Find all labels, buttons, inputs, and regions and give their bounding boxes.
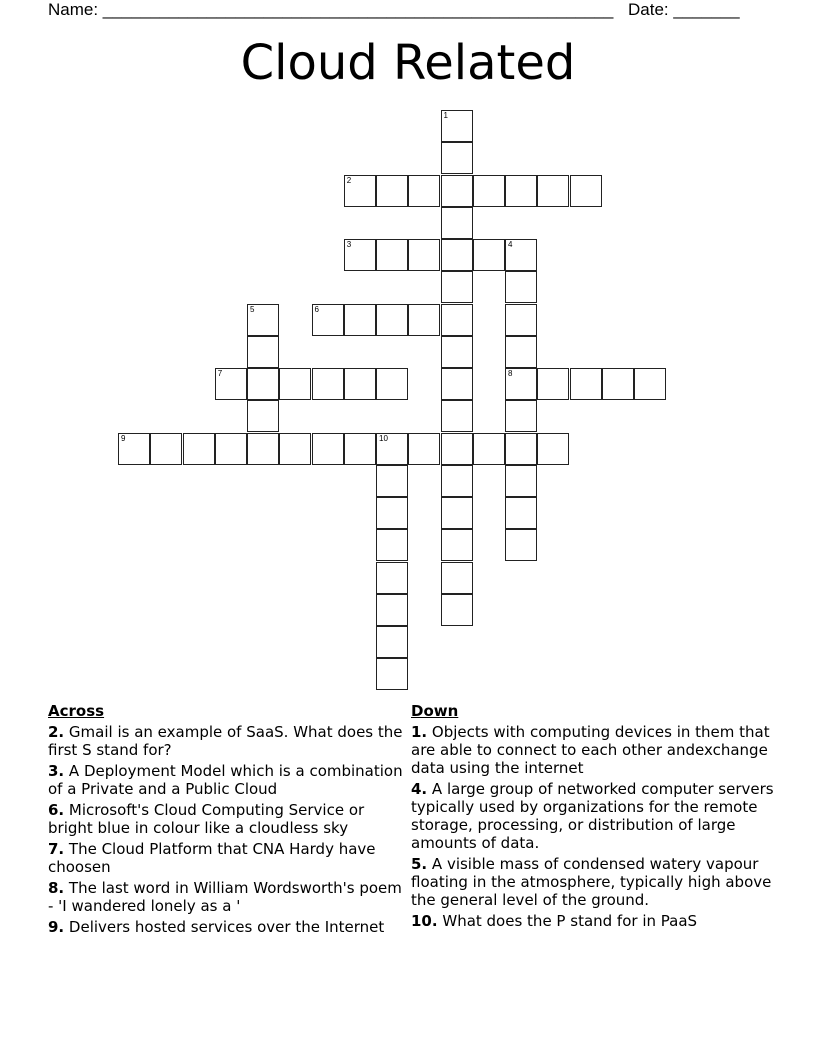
cell-number: 2: [346, 175, 352, 185]
grid-cell[interactable]: [376, 368, 408, 400]
grid-cell[interactable]: [505, 400, 537, 432]
grid-cell[interactable]: [505, 304, 537, 336]
grid-cell[interactable]: [344, 304, 376, 336]
clue-number: 1.: [411, 723, 428, 741]
grid-cell[interactable]: [505, 529, 537, 561]
grid-cell[interactable]: [473, 433, 505, 465]
grid-cell[interactable]: [441, 400, 473, 432]
grid-cell[interactable]: [247, 368, 279, 400]
grid-cell[interactable]: [570, 368, 602, 400]
grid-cell[interactable]: [183, 433, 215, 465]
grid-cell[interactable]: [505, 175, 537, 207]
grid-cell[interactable]: [376, 497, 408, 529]
clue-across-2: [48, 723, 403, 759]
grid-cell[interactable]: [150, 433, 182, 465]
grid-cell[interactable]: [118, 433, 150, 465]
grid-cell[interactable]: [441, 271, 473, 303]
clue-text: The Cloud Platform that CNA Hardy have choosen: [48, 840, 376, 876]
clue-down-1: [411, 723, 776, 777]
cell-number: 9: [121, 433, 126, 443]
grid-cell[interactable]: [505, 271, 537, 303]
grid-cell[interactable]: [279, 433, 311, 465]
clue-number: 3.: [48, 762, 65, 780]
clue-down-5: [411, 855, 776, 909]
cell-number: 5: [250, 304, 255, 314]
grid-cell[interactable]: [602, 368, 634, 400]
clue-number: 4.: [411, 780, 428, 798]
clue-across-9: [48, 918, 403, 936]
grid-cell[interactable]: [376, 175, 408, 207]
grid-cell[interactable]: [473, 239, 505, 271]
grid-cell[interactable]: [376, 239, 408, 271]
grid-cell[interactable]: [441, 562, 473, 594]
grid-cell[interactable]: [408, 304, 440, 336]
grid-cell[interactable]: [344, 368, 376, 400]
grid-cell[interactable]: [441, 142, 473, 174]
clue-text: Delivers hosted services over the Internet: [68, 918, 385, 936]
clue-number: 10.: [411, 912, 438, 930]
grid-cell[interactable]: [441, 175, 473, 207]
grid-cell[interactable]: [634, 368, 666, 400]
down-clues: [411, 702, 776, 933]
clue-text: A visible mass of condensed watery vapour floating in the atmosphere, typically high above the general level of the ground.: [411, 855, 772, 909]
clue-text: A large group of networked computer servers typically used by organizations for the remote storage, processing, or distribution of large amounts of data.: [411, 780, 774, 852]
grid-cell[interactable]: [376, 562, 408, 594]
down-heading: Down: [411, 702, 459, 720]
grid-cell[interactable]: [376, 465, 408, 497]
puzzle-title: Cloud Related: [240, 35, 576, 91]
across-heading: Across: [48, 702, 105, 720]
grid-cell[interactable]: [344, 433, 376, 465]
grid-cell[interactable]: [441, 465, 473, 497]
grid-cell[interactable]: [537, 175, 569, 207]
clue-text: The last word in William Wordsworth's poem - 'I wandered lonely as a ': [48, 879, 402, 915]
clue-across-3: [48, 762, 403, 798]
clue-down-10: [411, 912, 776, 930]
cell-number: 3: [346, 240, 352, 249]
clue-across-7: [48, 840, 403, 876]
grid-cell[interactable]: [473, 175, 505, 207]
grid-cell[interactable]: [408, 239, 440, 271]
grid-cell[interactable]: [441, 239, 473, 271]
grid-cell[interactable]: [247, 433, 279, 465]
grid-cell[interactable]: [505, 336, 537, 368]
grid-cell[interactable]: [344, 239, 376, 271]
grid-cell[interactable]: [215, 368, 247, 400]
across-clues: [48, 702, 403, 939]
clue-text: Gmail is an example of SaaS. What does the first S stand for?: [48, 723, 403, 759]
grid-cell[interactable]: [441, 594, 473, 626]
grid-cell[interactable]: [441, 497, 473, 529]
grid-cell[interactable]: [376, 626, 408, 658]
grid-cell[interactable]: [247, 336, 279, 368]
grid-cell[interactable]: [376, 658, 408, 690]
grid-cell[interactable]: [441, 368, 473, 400]
cell-number: 6: [314, 304, 319, 314]
grid-cell[interactable]: [312, 368, 344, 400]
grid-cell[interactable]: [441, 336, 473, 368]
clue-text: What does the P stand for in PaaS: [442, 912, 698, 930]
grid-cell[interactable]: [441, 207, 473, 239]
clue-down-4: [411, 780, 776, 852]
grid-cell[interactable]: [570, 175, 602, 207]
date-field-label: Date: _______: [628, 0, 740, 19]
grid-cell[interactable]: [376, 433, 408, 465]
cell-number: 4: [508, 240, 513, 249]
grid-cell[interactable]: [376, 594, 408, 626]
grid-cell[interactable]: [441, 304, 473, 336]
clue-number: 6.: [48, 801, 65, 819]
grid-cell[interactable]: [505, 497, 537, 529]
grid-cell[interactable]: [505, 465, 537, 497]
grid-cell[interactable]: [505, 368, 537, 400]
name-field-label: Name: ______________________________________________________: [48, 0, 614, 19]
grid-cell[interactable]: [312, 304, 344, 336]
clue-number: 9.: [48, 918, 65, 936]
grid-cell[interactable]: [505, 433, 537, 465]
grid-cell[interactable]: [247, 400, 279, 432]
grid-cell[interactable]: [408, 433, 440, 465]
grid-cell[interactable]: [441, 433, 473, 465]
grid-cell[interactable]: [505, 239, 537, 271]
grid-cell[interactable]: [247, 304, 279, 336]
clue-number: 2.: [48, 723, 65, 741]
grid-cell[interactable]: [376, 304, 408, 336]
grid-cell[interactable]: [344, 175, 376, 207]
grid-cell[interactable]: [215, 433, 247, 465]
clue-number: 8.: [48, 879, 65, 897]
cell-number: 1: [443, 111, 448, 120]
clue-number: 5.: [411, 855, 428, 873]
grid-cell[interactable]: [279, 368, 311, 400]
clue-text: Microsoft's Cloud Computing Service or bright blue in colour like a cloudless sky: [48, 801, 365, 837]
clue-across-6: [48, 801, 403, 837]
grid-cell[interactable]: [376, 529, 408, 561]
clue-number: 7.: [48, 840, 65, 858]
grid-cell[interactable]: [537, 433, 569, 465]
grid-cell[interactable]: [312, 433, 344, 465]
cell-number: 8: [508, 369, 513, 378]
clue-text: A Deployment Model which is a combination of a Private and a Public Cloud: [48, 762, 403, 798]
grid-cell[interactable]: [408, 175, 440, 207]
grid-cell[interactable]: [537, 368, 569, 400]
clue-across-8: [48, 879, 403, 915]
clue-text: Objects with computing devices in them that are able to connect to each other andexchange data using the internet: [411, 723, 770, 777]
cell-number: 7: [217, 369, 223, 378]
grid-cell[interactable]: [441, 110, 473, 142]
cell-number: 10: [379, 433, 388, 443]
grid-cell[interactable]: [441, 529, 473, 561]
